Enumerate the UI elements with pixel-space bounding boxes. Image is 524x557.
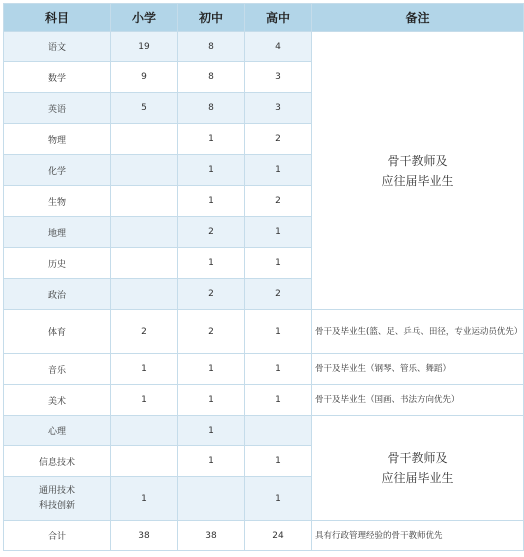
table-row	[4, 310, 524, 354]
header-notes: 备注	[312, 4, 524, 32]
subject-quota-table	[3, 3, 524, 551]
cell-high: 2	[245, 124, 312, 155]
cell-subject: 美术	[4, 385, 111, 416]
cell-subject: 语文	[4, 32, 111, 62]
cell-primary	[111, 155, 178, 186]
cell-middle: 1	[178, 446, 245, 477]
cell-subject: 信息技术	[4, 446, 111, 477]
header-middle: 初中	[178, 4, 245, 32]
cell-primary: 19	[111, 32, 178, 62]
cell-note: 骨干及毕业生(篮、足、乒乓、田径，专业运动员优先）	[312, 310, 524, 354]
cell-note: 具有行政管理经验的骨干教师优先	[312, 521, 524, 551]
table-row	[4, 521, 524, 551]
cell-primary	[111, 279, 178, 310]
merged-note-group1-line2: 应往届毕业生	[381, 173, 454, 188]
cell-middle	[178, 477, 245, 521]
cell-middle: 1	[178, 248, 245, 279]
cell-high: 1	[245, 385, 312, 416]
cell-subject: 历史	[4, 248, 111, 279]
cell-high: 1	[245, 248, 312, 279]
cell-high: 1	[245, 310, 312, 354]
cell-subject: 数学	[4, 62, 111, 93]
header-primary: 小学	[111, 4, 178, 32]
header-subject: 科目	[4, 4, 111, 32]
cell-primary	[111, 124, 178, 155]
merged-note-group2	[312, 416, 524, 521]
cell-subject-line1: 通用技术	[38, 485, 75, 496]
table-row	[4, 32, 524, 62]
cell-subject-line2: 科技创新	[38, 500, 75, 511]
cell-middle: 8	[178, 93, 245, 124]
cell-primary: 1	[111, 385, 178, 416]
merged-note-group1-line1: 骨干教师及	[387, 153, 448, 168]
cell-high: 24	[245, 521, 312, 551]
cell-middle: 1	[178, 354, 245, 385]
cell-high	[245, 416, 312, 446]
cell-subject: 合计	[4, 521, 111, 551]
cell-primary	[111, 248, 178, 279]
cell-subject: 音乐	[4, 354, 111, 385]
cell-middle: 1	[178, 385, 245, 416]
cell-middle: 38	[178, 521, 245, 551]
cell-note: 骨干及毕业生（钢琴、管乐、舞蹈）	[312, 354, 524, 385]
header-high: 高中	[245, 4, 312, 32]
cell-primary: 1	[111, 354, 178, 385]
cell-high: 1	[245, 446, 312, 477]
cell-primary	[111, 446, 178, 477]
cell-subject: 物理	[4, 124, 111, 155]
cell-high: 3	[245, 93, 312, 124]
cell-high: 1	[245, 155, 312, 186]
cell-subject: 生物	[4, 186, 111, 217]
cell-subject: 英语	[4, 93, 111, 124]
cell-subject: 心理	[4, 416, 111, 446]
cell-primary	[111, 217, 178, 248]
cell-primary	[111, 416, 178, 446]
cell-high: 1	[245, 477, 312, 521]
cell-subject: 地理	[4, 217, 111, 248]
table-row	[4, 385, 524, 416]
cell-middle: 8	[178, 62, 245, 93]
merged-note-group1	[312, 32, 524, 310]
cell-subject: 政治	[4, 279, 111, 310]
cell-middle: 1	[178, 186, 245, 217]
cell-high: 2	[245, 279, 312, 310]
cell-middle: 1	[178, 124, 245, 155]
header-row	[4, 4, 524, 32]
cell-high: 3	[245, 62, 312, 93]
cell-primary	[111, 186, 178, 217]
cell-note: 骨干及毕业生（国画、书法方向优先）	[312, 385, 524, 416]
cell-primary: 1	[111, 477, 178, 521]
cell-subject: 化学	[4, 155, 111, 186]
table-row	[4, 354, 524, 385]
cell-subject	[4, 477, 111, 521]
cell-high: 1	[245, 354, 312, 385]
cell-subject: 体育	[4, 310, 111, 354]
cell-middle: 1	[178, 416, 245, 446]
cell-primary: 5	[111, 93, 178, 124]
cell-middle: 8	[178, 32, 245, 62]
cell-high: 1	[245, 217, 312, 248]
cell-primary: 9	[111, 62, 178, 93]
cell-primary: 2	[111, 310, 178, 354]
cell-middle: 2	[178, 217, 245, 248]
cell-primary: 38	[111, 521, 178, 551]
merged-note-group2-line2: 应往届毕业生	[381, 471, 454, 485]
cell-high: 2	[245, 186, 312, 217]
merged-note-group2-line1: 骨干教师及	[387, 451, 448, 465]
cell-middle: 2	[178, 279, 245, 310]
table-row	[4, 416, 524, 446]
cell-high: 4	[245, 32, 312, 62]
cell-middle: 1	[178, 155, 245, 186]
cell-middle: 2	[178, 310, 245, 354]
recruitment-table-container	[3, 3, 524, 551]
